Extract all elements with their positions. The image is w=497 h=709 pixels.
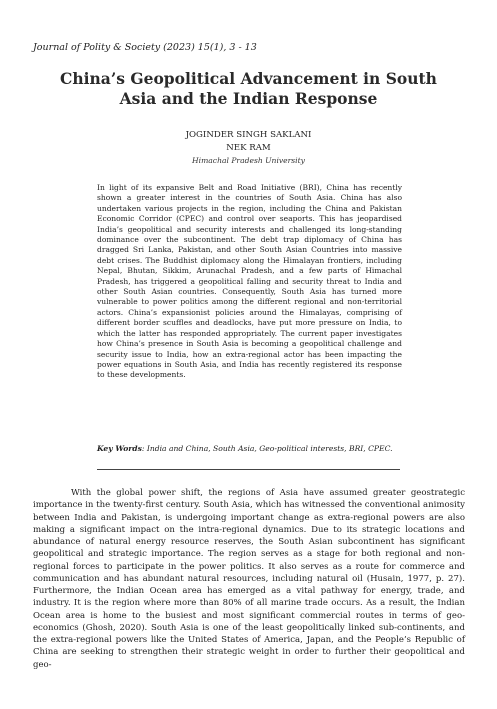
section-divider [97, 469, 400, 470]
abstract: In light of its expansive Belt and Road Initiative (BRI), China has recently shown a greater interest in the countries of South Asia. China has also undertaken various projects in the region, including the China and Pakistan Economic Corridor (CPEC) and control over seaports. This has jeopardised India’s geopolitical and security interests and challenged its long-standing dominance over the subcontinent. The debt trap diplomacy of China has dragged Sri Lanka, Pakistan, and other South Asian Countries into massive debt crises. The Buddhist diplomacy along the Himalayan frontiers, including Nepal, Bhutan, Sikkim, Arunachal Pradesh, and a few parts of Himachal Pradesh, has triggered a geopolitical falling and security threat to India and other South Asian countries. Consequently, South Asia has turned more vulnerable to power politics among the different regional and non-territorial actors. China’s expansionist policies around the Himalayas, comprising of different border scuffles and deadlocks, have put more pressure on India, to which the latter has responded appropriately. The current paper investigates how China’s presence in South Asia is becoming a geopolitical challenge and security issue to India, how an extra-regional actor has been impacting the power equations in South Asia, and India has recently registered its response to these developments. [97, 183, 402, 380]
author-affiliation: Himachal Pradesh University [192, 156, 305, 165]
keywords [97, 444, 402, 455]
body-paragraph: With the global power shift, the regions of Asia have assumed greater geostrategic importance in the twenty-first century. South Asia, which has witnessed the conventional animosity between India and Pakistan, is undergoing important change as extra-regional powers are also making a significant impact on the intra-regional dynamics. Due to its strategic locations and abundance of natural energy resource reserves, the South Asian subcontinent has significant geopolitical and strategic importance. The region serves as a stage for both regional and non-regional forces to participate in the power politics. It also serves as a route for commerce and communication and has abundant natural resources, including natural oil (Husain, 1977, p. 27). Furthermore, the Indian Ocean area has emerged as a vital pathway for energy, trade, and industry. It is the region where more than 80% of all marine trade occurs. As a result, the Indian Ocean area is home to the busiest and most significant commercial routes in terms of geo-economics (Ghosh, 2020). South Asia is one of the least geopolitically linked sub-continents, and the extra-regional powers like the United States of America, Japan, and the People’s Republic of China are seeking to strengthen their strategic weight in order to further their geopolitical and geo- [33, 488, 465, 670]
author-2: NEK RAM [226, 143, 271, 153]
keywords-label: Key Words [97, 444, 142, 453]
author-1: JOGINDER SINGH SAKLANI [185, 130, 312, 140]
keywords-list: : India and China, South Asia, Geo-political interests, BRI, CPEC. [141, 444, 393, 453]
paper-title: China’s Geopolitical Advancement in South Asia and the Indian Response [60, 69, 437, 108]
journal-citation: Journal of Polity & Society (2023) 15(1), 3 - 13 [33, 42, 257, 53]
